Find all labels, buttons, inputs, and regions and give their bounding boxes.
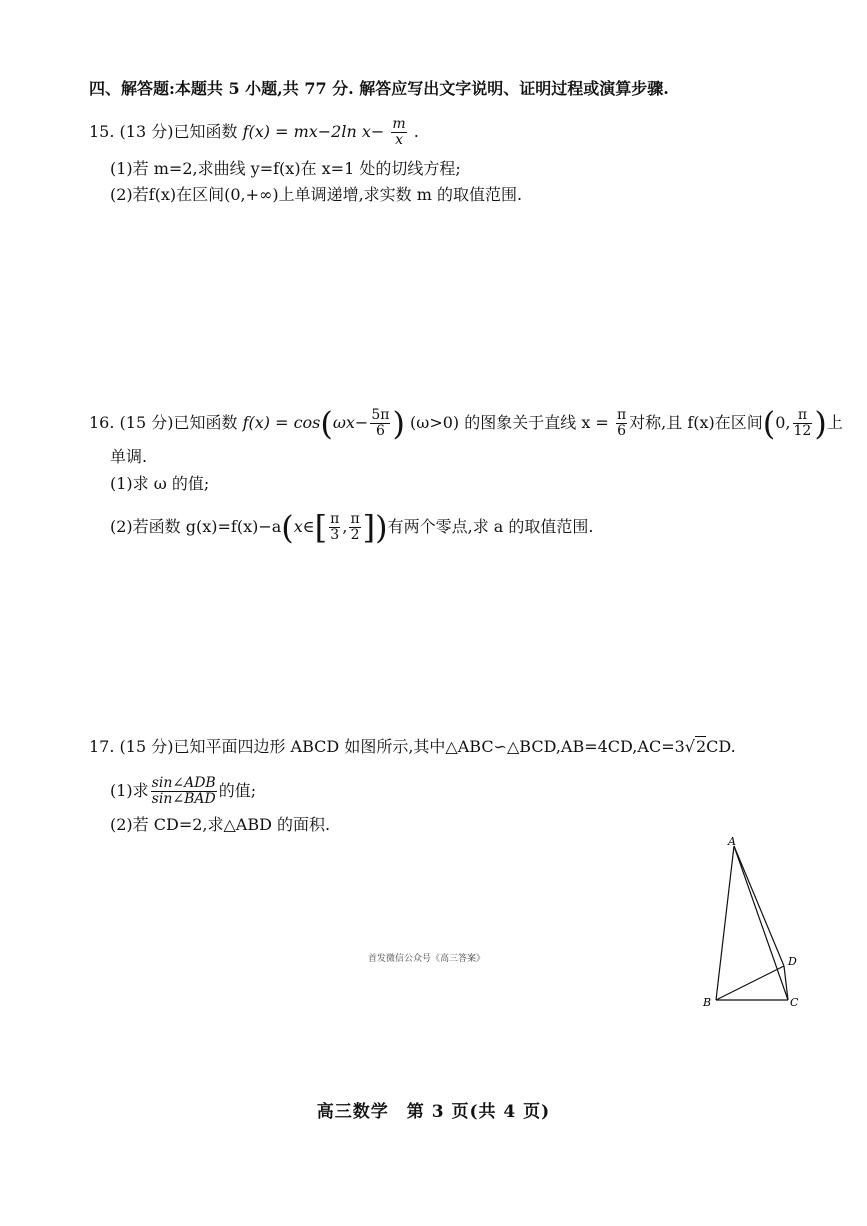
q16-frac1-num: 5π	[371, 407, 390, 423]
question-17-stem: 17. (15 分)已知平面四边形 ABCD 如图所示,其中△ABC∽△BCD,AB=4CD,AC=3√2CD.	[89, 737, 736, 756]
q15-part-2: (2)若f(x)在区间(0,+∞)上单调递增,求实数 m 的取值范围.	[110, 185, 523, 204]
q17-part-1	[110, 776, 256, 807]
q16-p2-a: (2)若函数 g(x)=f(x)−a	[110, 517, 282, 536]
q15-number: 15. (13 分)已知函数	[89, 122, 238, 141]
q16-condition: (ω>0) 的图象关于直线 x =	[410, 413, 609, 432]
q16-part-2: (2)若函数 g(x)=f(x)−a(x∈[ $\frac{\pi}{3}$ , $\frac{\pi}{2}$ ])有两个零点,求 a 的取值范围.	[110, 508, 594, 547]
label-a: A	[728, 835, 736, 848]
q17-sqrt: 2	[695, 737, 707, 756]
q16-frac3-num: π	[797, 407, 808, 423]
q16-frac5-num: π	[350, 511, 360, 527]
q16-fraction-4	[329, 512, 340, 543]
q16-comma: ,	[342, 517, 348, 536]
q16-fraction-3	[793, 408, 813, 439]
q16-frac5-den: 2	[350, 527, 360, 543]
q16-p2-b: x∈	[293, 517, 315, 536]
q16-frac3-den: 12	[793, 423, 812, 439]
q17-frac-den: sin∠BAD	[151, 791, 216, 807]
label-b: B	[703, 996, 712, 1009]
page-footer: 高三数学 第 3 页(共 4 页)	[316, 1102, 551, 1122]
q17-frac-num: sin∠ADB	[151, 775, 216, 791]
q15-frac-num: m	[392, 116, 406, 132]
q16-func-b: ωx−	[332, 413, 369, 432]
q16-continuation: 单调.	[110, 447, 148, 466]
q15-function: f(x) = mx−2ln x−	[242, 122, 385, 141]
section-header: 四、解答题:本题共 5 小题,共 77 分. 解答应写出文字说明、证明过程或演算步骤.	[89, 79, 669, 98]
label-d: D	[788, 955, 797, 968]
q15-fraction	[391, 117, 406, 148]
q16-frac2-den: 6	[617, 423, 626, 439]
question-16-stem: 16. (15 分)已知函数 f(x) = cos(ωx− $\frac{5\pi}{6}$ ) (ω>0) 的图象关于直线 x = $\frac{\pi}{6}$ 对称,且 f(x)在区间(0, $\frac{\pi}{12}$ )上	[89, 404, 843, 443]
edge-bd	[716, 966, 784, 1000]
q16-part-1: (1)求 ω 的值;	[110, 474, 210, 493]
q16-frac4-num: π	[330, 511, 340, 527]
q16-number: 16. (15 分)已知函数	[89, 413, 238, 432]
q17-p1-b: 的值;	[218, 781, 257, 800]
q16-frac2-num: π	[616, 407, 627, 423]
q16-fraction-1	[370, 408, 390, 439]
q16-frac1-den: 6	[370, 423, 390, 439]
edge-ad	[734, 846, 784, 966]
label-c: C	[790, 996, 799, 1009]
q16-tail: 上	[826, 413, 843, 432]
q17-text-a: 17. (15 分)已知平面四边形 ABCD 如图所示,其中△ABC∽△BCD,AB=4CD,AC=3	[89, 737, 685, 756]
edge-ab	[716, 846, 734, 1000]
q16-interval-a: 0,	[775, 413, 791, 432]
q15-frac-den: x	[391, 132, 406, 148]
q16-fraction-2	[616, 408, 627, 439]
question-15-stem	[89, 117, 419, 148]
q17-text-b: CD.	[706, 737, 736, 756]
q16-frac4-den: 3	[330, 527, 340, 543]
q17-fraction	[151, 776, 217, 807]
q16-func-a: f(x) = cos	[242, 413, 321, 432]
watermark: 首发微信公众号《高三答案》	[368, 954, 486, 964]
q17-p1-a: (1)求	[110, 781, 149, 800]
q15-end: .	[413, 122, 419, 141]
q16-mid: 对称,且 f(x)在区间	[629, 413, 763, 432]
q17-part-2: (2)若 CD=2,求△ABD 的面积.	[110, 815, 331, 834]
q15-part-1: (1)若 m=2,求曲线 y=f(x)在 x=1 处的切线方程;	[110, 159, 461, 178]
q16-p2-c: 有两个零点,求 a 的取值范围.	[387, 517, 594, 536]
quadrilateral-figure	[690, 830, 820, 1020]
q16-fraction-5	[349, 512, 360, 543]
